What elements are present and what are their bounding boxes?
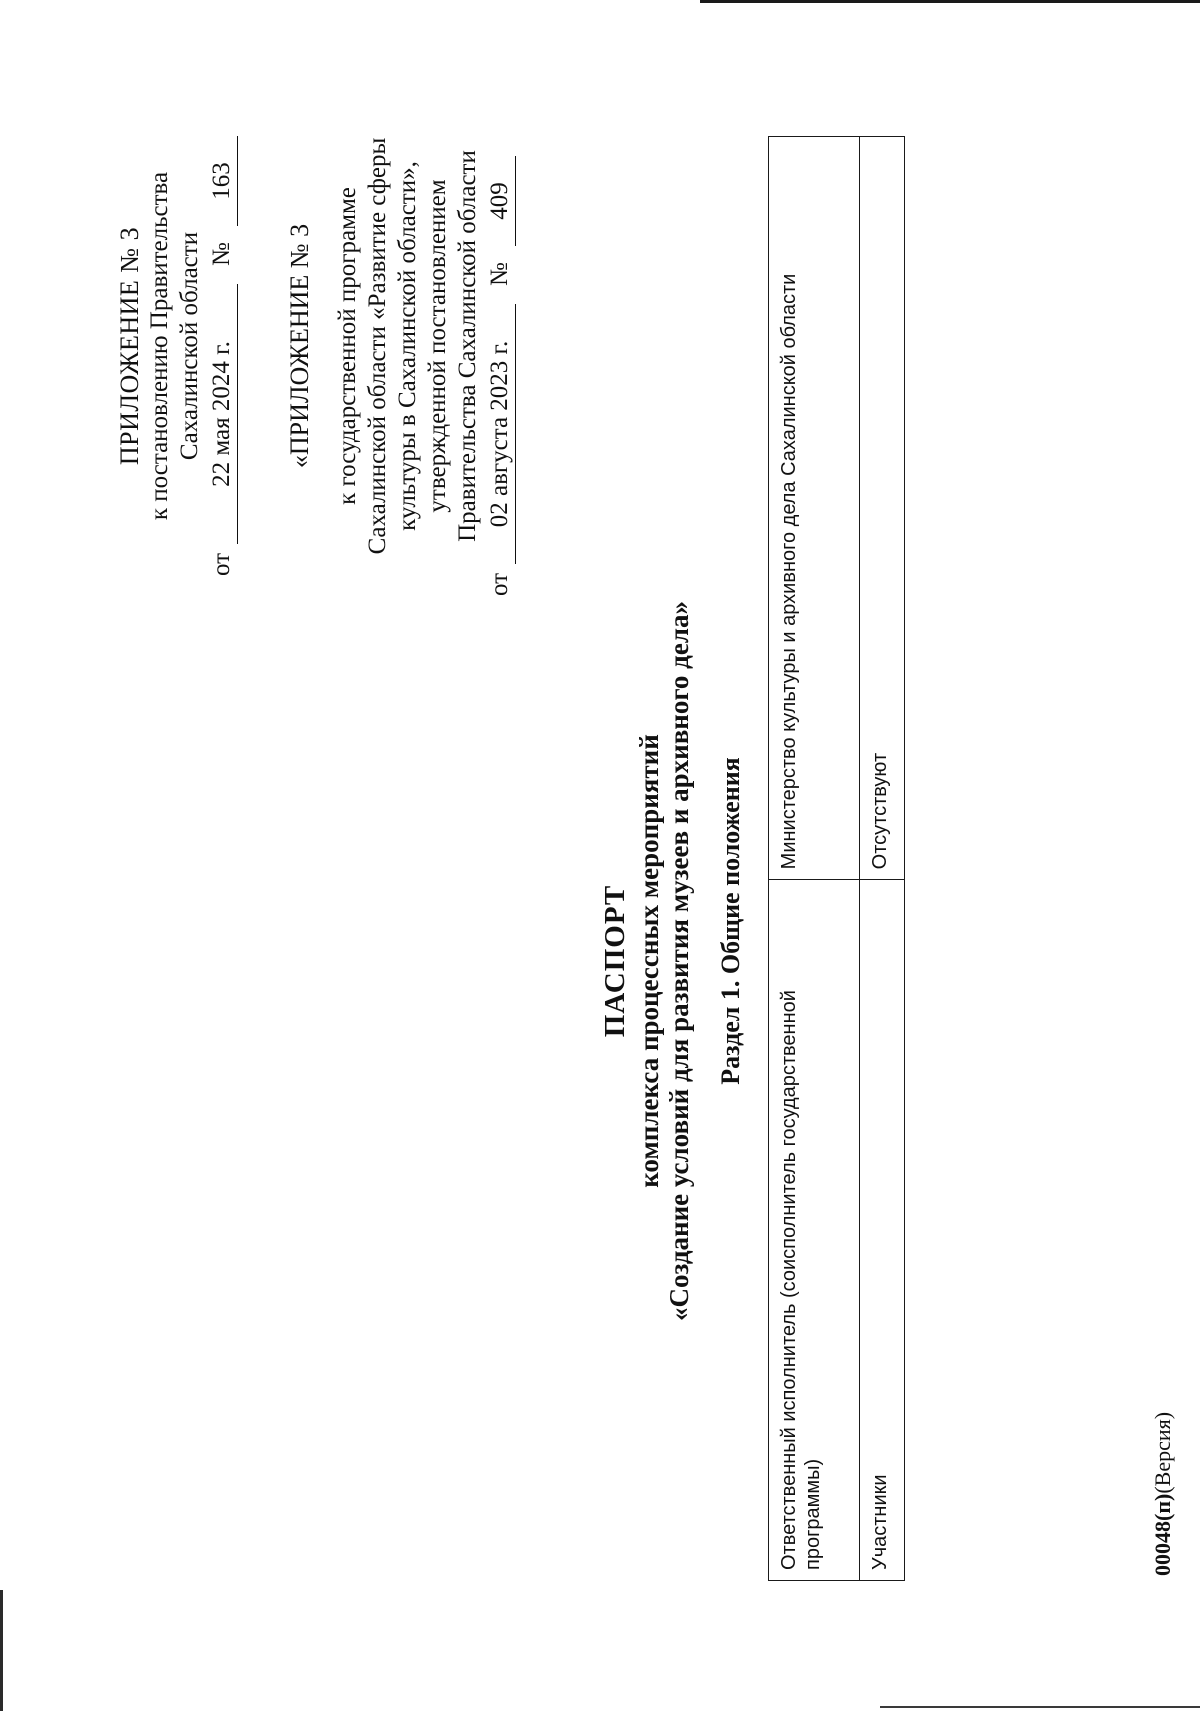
passport-title: ПАСПОРТ xyxy=(599,884,631,1038)
program-appendix-line: Сахалинской области «Развитие сферы xyxy=(364,137,391,555)
date-prefix: от xyxy=(486,572,513,596)
program-appendix-number: 409 xyxy=(485,156,516,246)
version-code xyxy=(1150,1412,1176,1576)
general-provisions-table xyxy=(768,136,905,1581)
appendix-title: ПРИЛОЖЕНИЕ № 3 xyxy=(115,226,144,466)
appendix-date-line xyxy=(207,126,239,576)
program-appendix-date-line xyxy=(485,106,517,596)
passport-subtitle: комплекса процессных мероприятий xyxy=(634,734,664,1188)
program-appendix-line: утвержденной постановлением xyxy=(424,179,451,513)
number-sign: № xyxy=(486,262,513,286)
appendix-number: 163 xyxy=(207,136,238,226)
section-heading: Раздел 1. Общие положения xyxy=(716,757,745,1085)
version-code-suffix: (Версия) xyxy=(1150,1411,1175,1494)
appendix-date: 22 мая 2024 г. xyxy=(207,284,238,544)
table-cell-label: Участники xyxy=(860,880,905,1581)
number-sign: № xyxy=(208,242,235,266)
appendix-line: Сахалинской области xyxy=(176,231,203,461)
table-cell-value: Министерство культуры и архивного дела Сахалинской области xyxy=(769,137,860,880)
date-prefix: от xyxy=(208,552,235,576)
appendix-line: к постановлению Правительства xyxy=(146,171,173,521)
program-appendix-stamp xyxy=(285,106,517,596)
table-cell-label: Ответственный исполнитель (соисполнитель государственной программы) xyxy=(769,880,860,1581)
program-appendix-line: Правительства Сахалинской области xyxy=(454,150,481,542)
passport-subtitle: «Создание условий для развития музеев и архивного дела» xyxy=(664,601,694,1321)
program-appendix-title: «ПРИЛОЖЕНИЕ № 3 xyxy=(285,223,314,469)
table-cell-value: Отсутствуют xyxy=(860,137,905,880)
table-row xyxy=(860,137,905,1581)
passport-heading xyxy=(600,511,694,1411)
appendix-stamp xyxy=(115,126,239,576)
program-appendix-date: 02 августа 2023 г. xyxy=(485,304,516,564)
program-appendix-line: к государственной программе xyxy=(334,187,361,505)
table-row xyxy=(769,137,860,1581)
version-code-number: 00048(п) xyxy=(1150,1493,1175,1576)
program-appendix-line: культуры в Сахалинской области», xyxy=(394,161,421,531)
